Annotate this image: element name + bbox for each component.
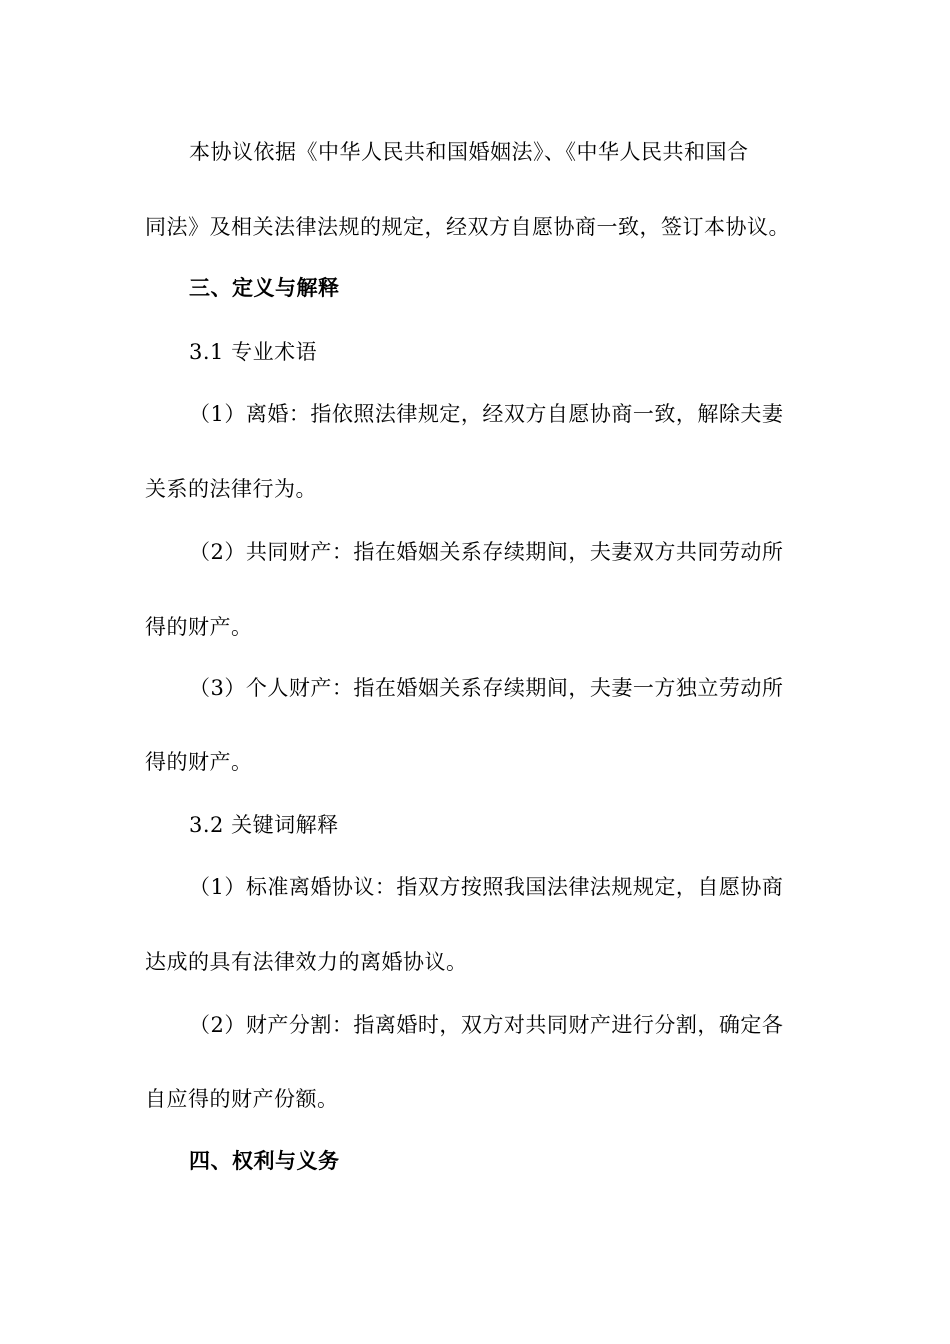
subsection-heading-terms: 3.1 专业术语 [189, 340, 318, 364]
term-personal-property-line-2: 得的财产。 [145, 750, 253, 774]
keyword-standard-agreement-line-1: （1）标准离婚协议：指双方按照我国法律法规规定，自愿协商 [189, 875, 784, 899]
term-divorce-line-1: （1）离婚：指依照法律规定，经双方自愿协商一致，解除夫妻 [189, 402, 784, 426]
term-common-property-line-2: 得的财产。 [145, 615, 253, 639]
section-heading-rights-obligations: 四、权利与义务 [189, 1148, 340, 1173]
term-common-property-line-1: （2）共同财产：指在婚姻关系存续期间，夫妻双方共同劳动所 [189, 540, 784, 564]
intro-line-2: 同法》及相关法律法规的规定，经双方自愿协商一致，签订本协议。 [145, 215, 790, 239]
subsection-heading-keywords: 3.2 关键词解释 [189, 813, 339, 837]
section-heading-definitions: 三、定义与解释 [189, 275, 340, 300]
keyword-standard-agreement-line-2: 达成的具有法律效力的离婚协议。 [145, 950, 468, 974]
intro-line-1: 本协议依据《中华人民共和国婚姻法》、《中华人民共和国合 [189, 140, 749, 164]
term-personal-property-line-1: （3）个人财产：指在婚姻关系存续期间，夫妻一方独立劳动所 [189, 676, 784, 700]
term-divorce-line-2: 关系的法律行为。 [145, 477, 317, 501]
keyword-property-division-line-1: （2）财产分割：指离婚时，双方对共同财产进行分割，确定各 [189, 1013, 784, 1037]
keyword-property-division-line-2: 自应得的财产份额。 [145, 1087, 339, 1111]
